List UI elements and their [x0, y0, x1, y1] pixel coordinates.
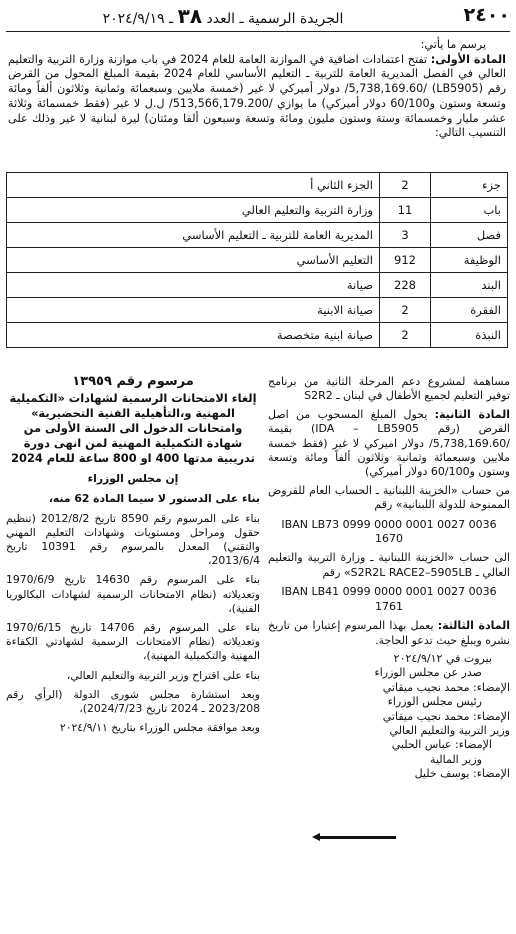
signature-finance-title: وزير المالية — [430, 752, 482, 766]
row-label: فصل — [431, 223, 508, 248]
recital-paragraph: بناء على المرسوم رقم 14630 تاريخ 1970/6/9 وتعديلاته (نظام الامتحانات الرسمية لشهادات البكالوريا الفنية)، — [6, 573, 260, 615]
row-label: النبذة — [431, 323, 508, 348]
table-row — [7, 223, 508, 248]
council-line: إن مجلس الوزراء — [87, 472, 179, 486]
decrees-line: يرسم ما يأتي: — [420, 38, 486, 51]
article2-text: يحول المبلغ المسحوب من اصل القرض (رقم IDA – LB5905) بقيمة /5,738,169.60/ دولار اميركي لا غير (فقط خمسة ملايين وسبعمائة وثمانية وثلاثون ألفاً ومائة وتسعة وستون و60/100 دولار أميركي) — [268, 407, 510, 479]
left-column — [6, 375, 260, 740]
row-label: باب — [431, 198, 508, 223]
article1-paragraph — [8, 53, 506, 141]
row-number: 912 — [380, 248, 431, 273]
row-description: وزارة التربية والتعليم العالي — [7, 198, 380, 223]
table-row — [7, 298, 508, 323]
from-account: من حساب «الخزينة اللبنانية ـ الحساب العام للقروض الممنوحة للدولة اللبنانية» رقم — [268, 483, 510, 512]
article3-label: المادة الثالثة: — [437, 619, 510, 633]
to-account: الى حساب «الخزينة اللبنانية ـ وزارة التربية والتعليم العالي ـ S2R2L RACE2–5905LB» رقم — [268, 551, 510, 579]
article2-paragraph — [268, 408, 510, 480]
table-row — [7, 198, 508, 223]
running-head — [6, 4, 440, 28]
recital-paragraph: وبعد موافقة مجلس الوزراء بتاريخ ٢٠٢٤/٩/١١ — [59, 721, 260, 735]
row-description: التعليم الأساسي — [7, 248, 380, 273]
signature-pm-name: الإمضاء: محمد نجيب ميقاتي — [382, 709, 510, 723]
article1-text: تفتح اعتمادات اضافية في الموازنة العامة للعام 2024 في باب موازنة وزارة التربية والتعليم العالي في الفصل المديرية العامة للتربية ـ التعليم الأساسي للعام 2024 بقيمة المبلغ المحول من القرض رقم (LB5905) /5,738,169.60/ دولار أميركي لا غير (خمسة ملايين وسبعمائة وثمانية وثلاثون ألفاً ومائة وتسعة وستون و60/100 دولار أميركي) ما يوازي /513,566,179.200/ ل.ل لا غير (فقط خمسمائة وثلاثة عشر مليار وخمسمائة وستة وستون مليون ومائة وتسعة وسبعون ألفا ومئتان) ليرة لبنانية لا غير وذلك على التنسيب التالي: — [8, 52, 506, 140]
recital-paragraph: وبعد استشارة مجلس شورى الدولة (الرأي رقم 2023/208 ـ 2024 تاريخ 2024/7/23)، — [6, 687, 260, 716]
signature-education-name: الإمضاء: عباس الحلبي — [391, 738, 492, 752]
iban-source: IBAN LB73 0999 0000 0001 0027 0036 1670 — [281, 517, 497, 546]
table-row — [7, 323, 508, 348]
intro-section — [8, 38, 506, 141]
signature-finance-name: الإمضاء: يوسف خليل — [414, 767, 510, 781]
constitution-line: بناء على الدستور لا سيما المادة 62 منه، — [48, 492, 260, 506]
article2-label: المادة الثانية: — [434, 407, 510, 421]
row-number: 2 — [380, 173, 431, 198]
header-rule — [6, 31, 510, 32]
place-date: بيروت في ٢٠٢٤/٩/١٢ — [393, 651, 492, 665]
signature-education-title: وزير التربية والتعليم العالي — [389, 723, 510, 737]
iban-destination: IBAN LB41 0999 0000 0001 0027 0036 1761 — [281, 585, 497, 613]
article3-paragraph — [268, 619, 510, 648]
page-number: ٢٤٠٠ — [463, 4, 510, 26]
recital-paragraph: بناء على اقتراح وزير التربية والتعليم العالي، — [66, 668, 260, 682]
row-label: البند — [431, 273, 508, 298]
table-row — [7, 248, 508, 273]
table-row — [7, 273, 508, 298]
issue-number: ٣٨ — [177, 4, 203, 28]
decree-number: مرسوم رقم ١٣٩٥٩ — [72, 374, 194, 389]
row-label: الفقرة — [431, 298, 508, 323]
row-description: المديرية العامة للتربية ـ التعليم الأساسي — [7, 223, 380, 248]
table-row — [7, 173, 508, 198]
row-number: 3 — [380, 223, 431, 248]
recital-paragraph: بناء على المرسوم رقم 14706 تاريخ 1970/6/15 وتعديلاته (نظام الامتحانات الرسمية لشهادتي الكفاءة المهنية والتكميلية المهنية)، — [6, 621, 260, 663]
row-description: صيانة — [7, 273, 380, 298]
row-description: صيانة ابنية متخصصة — [7, 323, 380, 348]
page-header — [6, 4, 510, 32]
budget-table — [6, 172, 508, 348]
row-number: 11 — [380, 198, 431, 223]
signature-issued-name: الإمضاء: محمد نجيب ميقاتي — [382, 680, 510, 694]
signature-pm-title: رئيس مجلس الوزراء — [387, 695, 482, 709]
row-number: 2 — [380, 323, 431, 348]
right-column — [268, 375, 510, 782]
row-label: جزء — [431, 173, 508, 198]
article3-text: يعمل بهذا المرسوم إعتبارا من تاريخ نشره ويبلغ حيث تدعو الحاجة. — [268, 619, 510, 647]
table-continuation: مساهمة لمشروع دعم المرحلة الثانية من برنامج توفير التعليم لجميع الأطفال في لبنان ـ S2R2 — [268, 375, 510, 403]
row-description: صيانة الابنية — [7, 298, 380, 323]
signature-issued: صدر عن مجلس الوزراء — [374, 666, 482, 680]
gazette-title: الجريدة الرسمية ـ العدد — [206, 11, 344, 27]
article1-label: المادة الأولى: — [430, 52, 506, 66]
issue-date: ـ ٢٠٢٤/٩/١٩ — [102, 11, 174, 27]
decree-title: إلغاء الامتحانات الرسمية لشهادات «التكميلية المهنية و،التأهيلية الفنية التحضيرية» وامتحانات الدخول الى السنة الأولى من شهادة التكميلية المهنية لمن انهى دورة تدريبية مدتها 400 او 800 ساعة للعام 2024 — [9, 391, 257, 466]
row-number: 228 — [380, 273, 431, 298]
row-description: الجزء الثاني أ — [7, 173, 380, 198]
recital-paragraph: بناء على المرسوم رقم 8590 تاريخ 2012/8/2 (تنظيم حقول ومراحل ومستويات وشهادات التعليم المهني والتقني) المعدل بالمرسوم رقم 10391 تاريخ 2013/6/4، — [6, 511, 261, 568]
row-label: الوظيفة — [431, 248, 508, 273]
row-number: 2 — [380, 298, 431, 323]
